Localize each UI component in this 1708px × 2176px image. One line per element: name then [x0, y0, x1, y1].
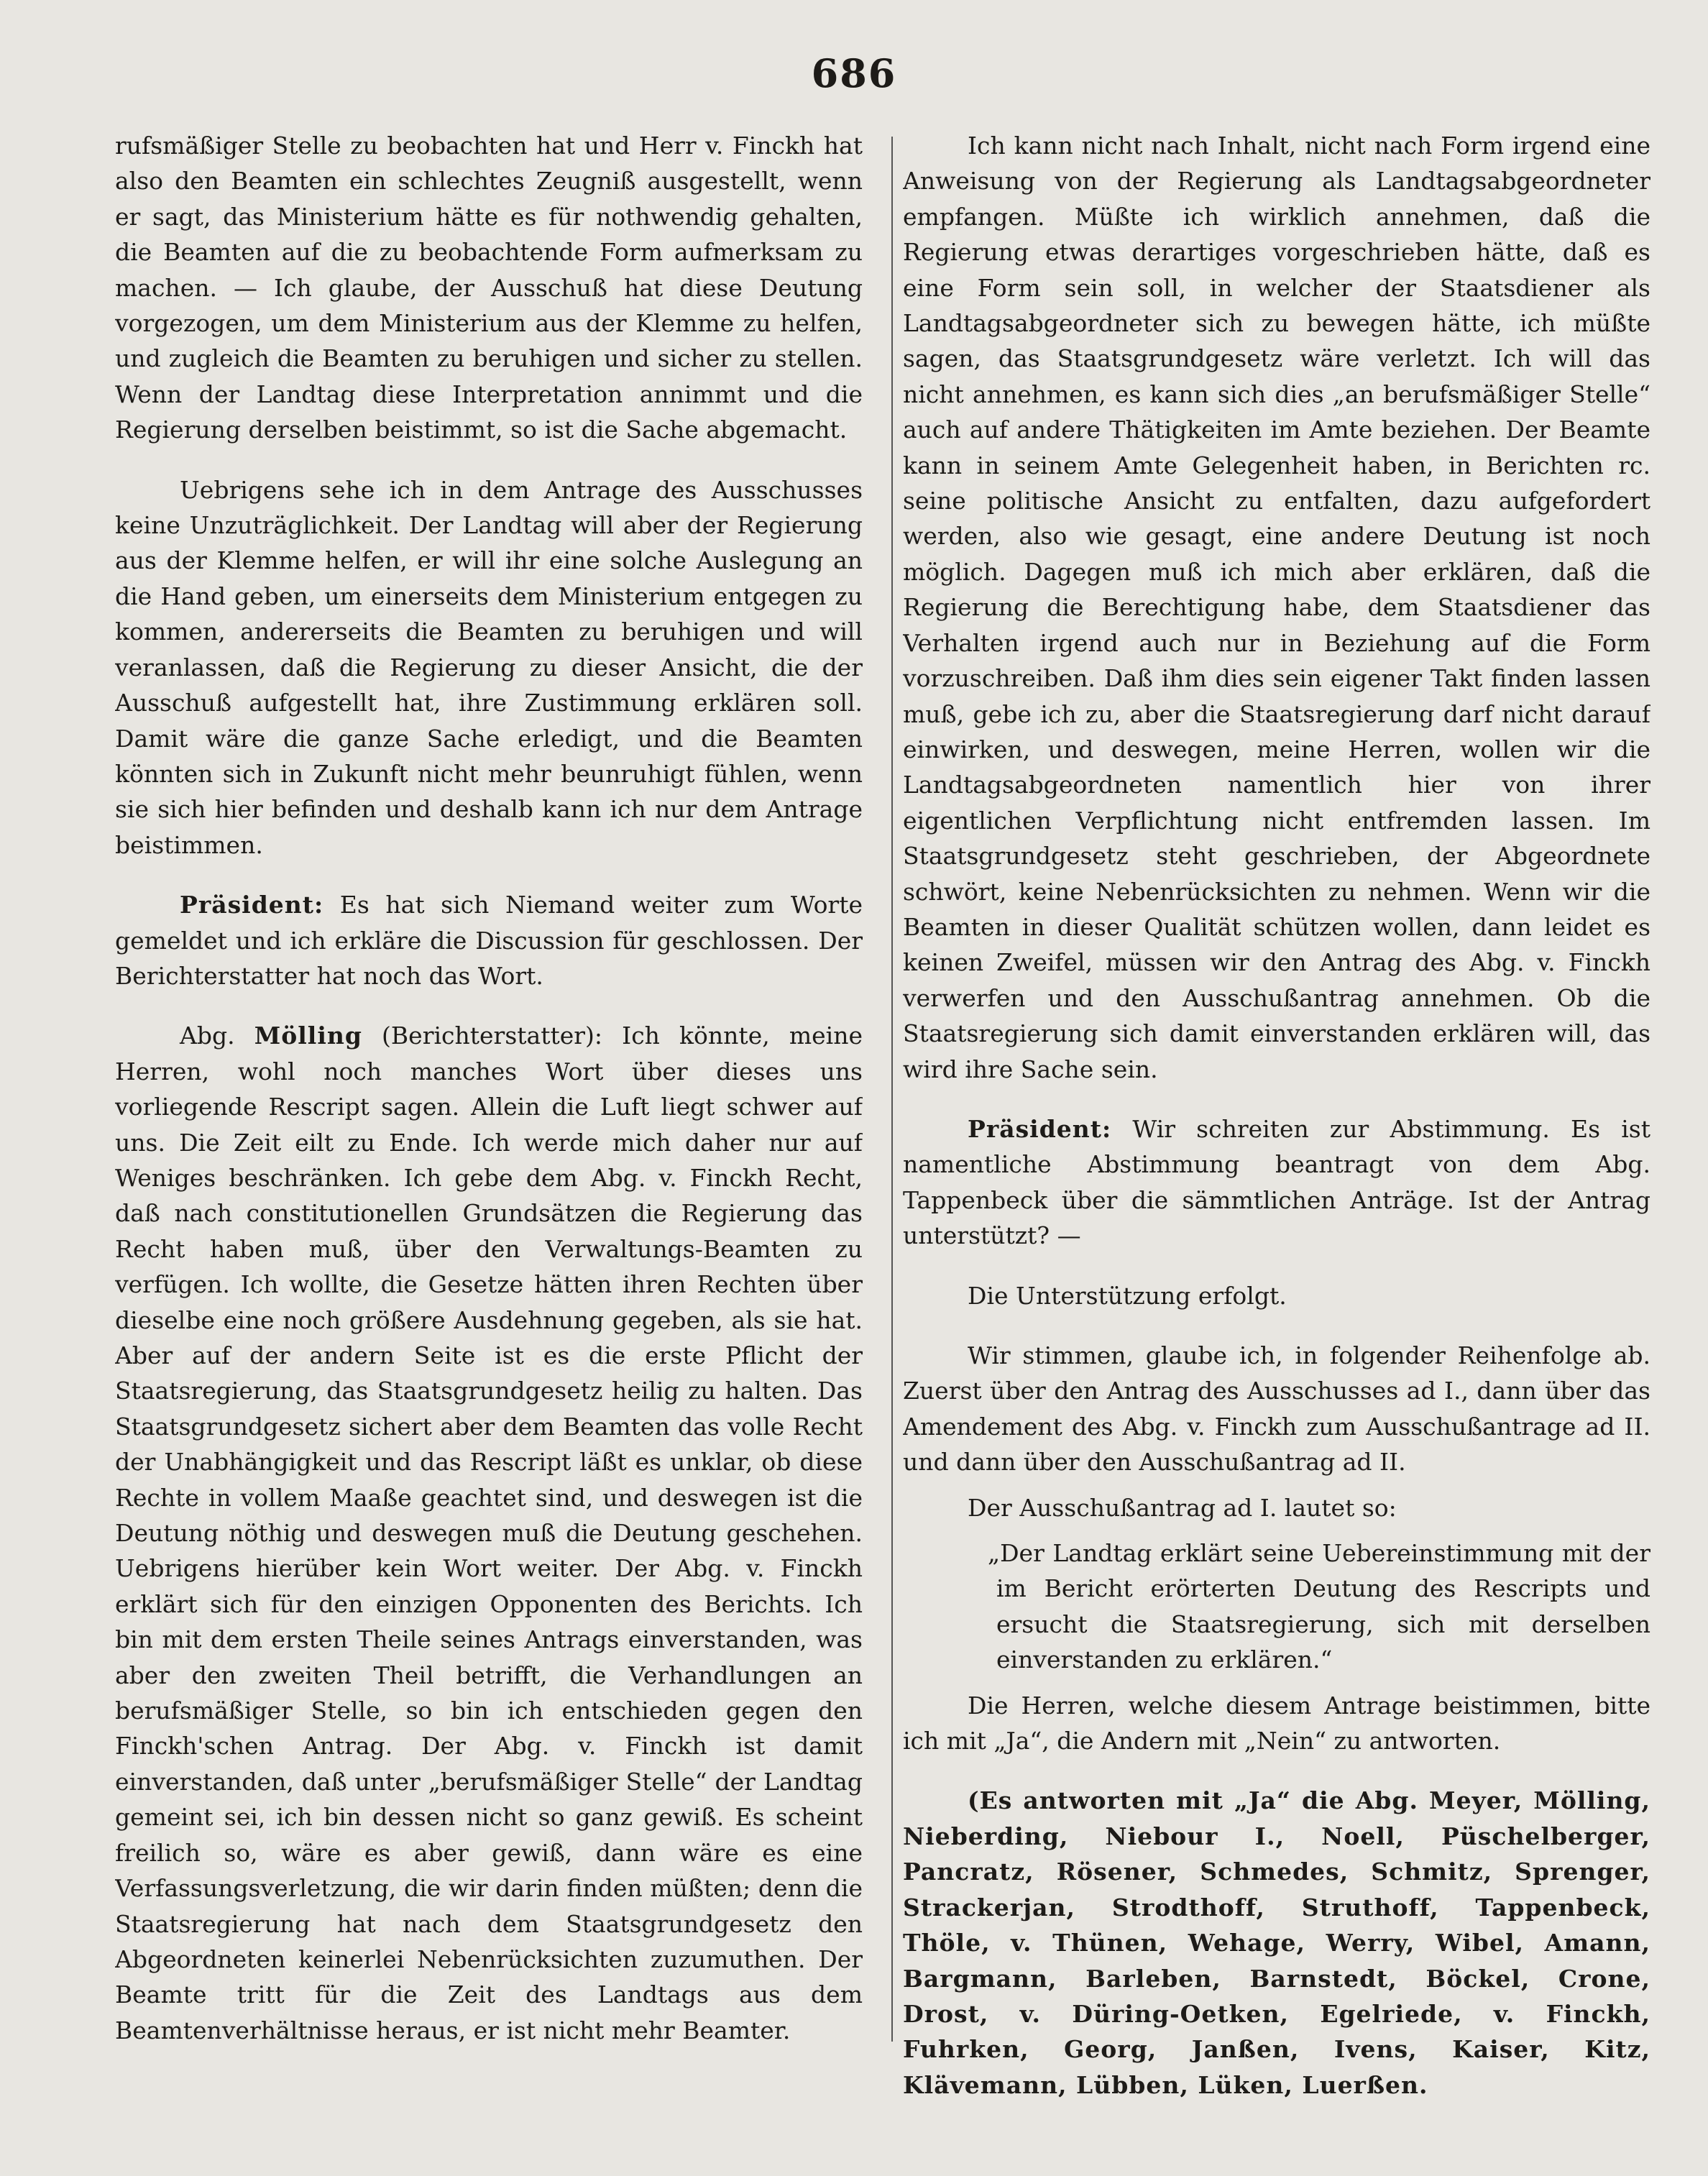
paragraph-text: Uebrigens sehe ich in dem Antrage des Ausschusses keine Unzuträglichkeit. Der Landtag will aber der Regierung aus der Klemme helfen, er will ihr eine solche Auslegung an die Hand geben, um einerseits dem Ministerium entgegen zu kommen, andererseits die Beamten zu beruhigen und will veranlassen, daß die Regierung zu dieser Ansicht, die der Ausschuß aufgestellt hat, ihre Zustimmung erklären soll. Damit wäre die ganze Sache erledigt, und die Beamten könnten sich in Zukunft nicht mehr beunruhigt fühlen, wenn sie sich hier befinden und deshalb kann ich nur dem Antrage beistimmen.: [115, 475, 863, 859]
left-column: [115, 128, 863, 2111]
paragraph-text: „Der Landtag erklärt seine Uebereinstimmung mit der im Bericht erörterten Deutung des Rescripts und ersucht die Staatsregierung, sich mit derselben einverstanden zu erklären.“: [988, 1539, 1650, 1674]
paragraph-text: Die Unterstützung erfolgt.: [968, 1281, 1287, 1310]
quoted-motion: [903, 1535, 1650, 1678]
speaker-name: Mölling: [254, 1022, 362, 1050]
paragraph-text: Ich kann nicht nach Inhalt, nicht nach Form irgend eine Anweisung von der Regierung als Landtagsabgeordneter empfangen. Müßte ich wirklich annehmen, daß die Regierung etwas derartiges vorgeschrieben hätte, daß es eine Form sein soll, in welcher der Staatsdiener als Landtagsabgeordneter sich zu bewegen hätte, ich müßte sagen, das Staatsgrundgesetz wäre verletzt. Ich will das nicht annehmen, es kann sich dies „an berufsmäßiger Stelle“ auch auf andere Thätigkeiten im Amte beziehen. Der Beamte kann in seinem Amte Gelegenheit haben, in Berichten rc. seine politische Ansicht zu entfalten, dazu aufgefordert werden, also wie gesagt, eine andere Deutung ist noch möglich. Dagegen muß ich mich aber erklären, daß die Regierung die Berechtigung habe, dem Staatsdiener das Verhalten irgend auch nur in Beziehung auf die Form vorzuschreiben. Daß ihm dies sein eigener Takt finden lassen muß, gebe ich zu, aber die Staatsregierung darf nicht darauf einwirken, und deswegen, meine Herren, wollen wir die Landtagsabgeordneten namentlich hier von ihrer eigentlichen Verpflichtung nicht entfremden lassen. Im Staatsgrundgesetz steht geschrieben, der Abgeordnete schwört, keine Nebenrücksichten zu nehmen. Wenn wir die Beamten in dieser Qualität schützen wollen, dann leidet es keinen Zweifel, müssen wir den Antrag des Abg. v. Finckh verwerfen und den Ausschußantrag annehmen. Ob die Staatsregierung sich damit einverstanden erklären will, das wird ihre Sache sein.: [903, 132, 1650, 1083]
paragraph-text: Es hat sich Niemand weiter zum Worte gemeldet und ich erkläre die Discussion für geschlossen. Der Berichterstatter hat noch das Wort.: [115, 891, 863, 990]
paragraph-text: Der Ausschußantrag ad I. lautet so:: [968, 1493, 1397, 1522]
paragraph-text: (Berichterstatter): Ich könnte, meine Herren, wohl noch manches Wort über dieses uns vorliegende Rescript sagen. Allein die Luft liegt schwer auf uns. Die Zeit eilt zu Ende. Ich werde mich daher nur auf Weniges beschränken. Ich gebe dem Abg. v. Finckh Recht, daß nach constitutionellen Grundsätzen die Regierung das Recht haben muß, über den Verwaltungs-Beamten zu verfügen. Ich wollte, die Gesetze hätten ihren Rechten über dieselbe eine noch größere Ausdehnung gegeben, als sie hat. Aber auf der andern Seite ist es die erste Pflicht der Staatsregierung, das Staatsgrundgesetz heilig zu halten. Das Staatsgrundgesetz sichert aber dem Beamten das volle Recht der Unabhängigkeit und das Rescript läßt es unklar, ob diese Rechte in vollem Maaße geachtet sind, und deswegen ist die Deutung nöthig und deswegen muß die Deutung geschehen. Uebrigens hierüber kein Wort weiter. Der Abg. v. Finckh erklärt sich für den einzigen Opponenten des Berichts. Ich bin mit dem ersten Theile seines Antrags einverstanden, was aber den zweiten Theil betrifft, die Verhandlungen an berufsmäßiger Stelle, so bin ich entschieden gegen den Finckh'schen Antrag. Der Abg. v. Finckh ist damit einverstanden, daß unter „berufsmäßiger Stelle“ der Landtag gemeint sei, ich bin dessen nicht so ganz gewiß. Es scheint freilich so, wäre es aber gewiß, dann wäre es eine Verfassungsverletzung, die wir darin finden müßten; denn die Staatsregierung hat nach dem Staatsgrundgesetz den Abgeordneten keinerlei Nebenrücksichten zuzumuthen. Der Beamte tritt für die Zeit des Landtags aus dem Beamtenverhältnisse heraus, er ist nicht mehr Beamter.: [115, 1022, 863, 2044]
paragraph: [903, 1278, 1650, 1313]
speaker-prefix: Abg.: [180, 1022, 254, 1050]
vote-list: [903, 1783, 1650, 2103]
column-divider: [891, 137, 893, 2042]
paragraph-text: Wir stimmen, glaube ich, in folgender Reihenfolge ab. Zuerst über den Antrag des Ausschusses ad I., dann über das Amendement des Abg. v. Finckh zum Ausschußantrage ad II. und dann über den Ausschußantrag ad II.: [903, 1341, 1650, 1477]
right-column: [903, 128, 1650, 2111]
paragraph-text: (Es antworten mit „Ja“ die Abg. Meyer, Mölling, Nieberding, Niebour I., Noell, Püschelberger, Pancratz, Rösener, Schmedes, Schmitz, Sprenger, Strackerjan, Strodthoff, Struthoff, Tappenbeck, Thöle, v. Thünen, Wehage, Werry, Wibel, Amann, Bargmann, Barleben, Barnstedt, Böckel, Crone, Drost, v. Düring-Oetken, Egelriede, v. Finckh, Fuhrken, Georg, Janßen, Ivens, Kaiser, Kitz, Klävemann, Lübben, Lüken, Luerßen.: [903, 1786, 1650, 2099]
page-number: 686: [811, 50, 897, 96]
paragraph: [115, 887, 863, 993]
paragraph-text: Die Herren, welche diesem Antrage beistimmen, bitte ich mit „Ja“, die Andern mit „Nein“ zu antworten.: [903, 1691, 1650, 1755]
paragraph: [903, 1111, 1650, 1254]
paragraph: [903, 1338, 1650, 1480]
paragraph: [115, 128, 863, 448]
paragraph: [115, 1018, 863, 2048]
paragraph-text: rufsmäßiger Stelle zu beobachten hat und Herr v. Finckh hat also den Beamten ein schlechtes Zeugniß ausgestellt, wenn er sagt, das Ministerium hätte es für nothwendig gehalten, die Beamten auf die zu beobachtende Form aufmerksam zu machen. — Ich glaube, der Ausschuß hat diese Deutung vorgezogen, um dem Ministerium aus der Klemme zu helfen, und zugleich die Beamten zu beruhigen und sicher zu stellen. Wenn der Landtag diese Interpretation annimmt und die Regierung derselben beistimmt, so ist die Sache abgemacht.: [115, 132, 863, 444]
paragraph: [903, 1490, 1650, 1525]
speaker-name: Präsident:: [968, 1114, 1112, 1143]
speaker-name: Präsident:: [180, 891, 324, 919]
paragraph: [115, 472, 863, 863]
paragraph: [903, 128, 1650, 1087]
paragraph: [903, 1688, 1650, 1759]
paragraph-text: Wir schreiten zur Abstimmung. Es ist namentliche Abstimmung beantragt von dem Abg. Tappenbeck über die sämmtlichen Anträge. Ist der Antrag unterstützt? —: [903, 1114, 1650, 1250]
